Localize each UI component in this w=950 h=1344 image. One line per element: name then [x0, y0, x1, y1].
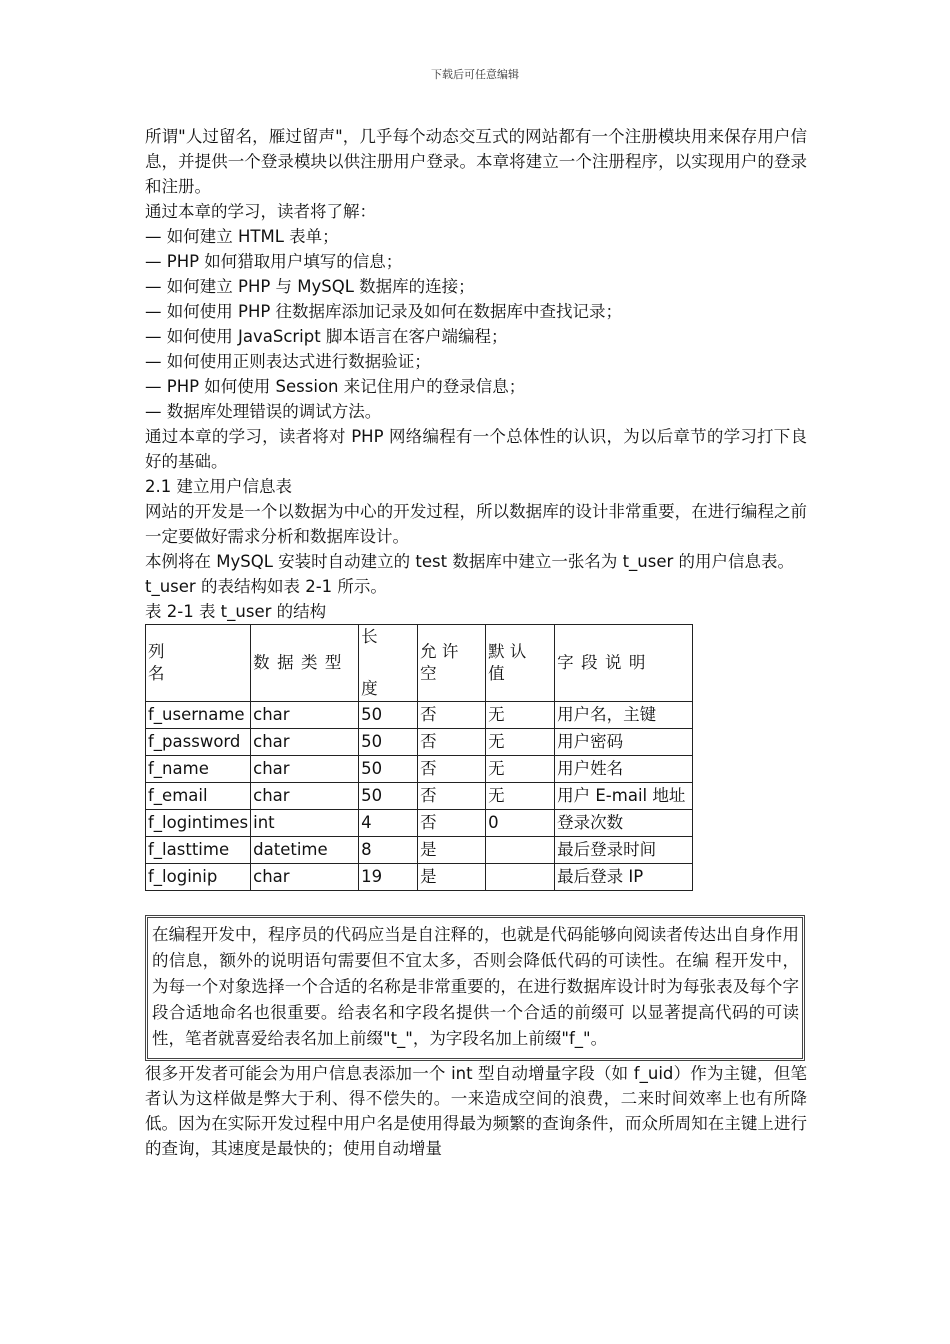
- cell: 0: [486, 810, 555, 837]
- cell: 无: [486, 729, 555, 756]
- list-item: — 如何建立 HTML 表单；: [145, 227, 339, 246]
- cell: f_password: [146, 729, 251, 756]
- cell: 50: [359, 783, 418, 810]
- list-item: — 数据库处理错误的调试方法。: [145, 402, 382, 421]
- cell: char: [251, 864, 359, 891]
- cell: [486, 837, 555, 864]
- header-column-name: 列 名: [146, 625, 251, 702]
- cell: 否: [418, 729, 486, 756]
- section-paragraph: 本例将在 MySQL 安装时自动建立的 test 数据库中建立一张名为 t_user 的用户信息表。: [145, 552, 795, 571]
- cell: 否: [418, 702, 486, 729]
- cell: datetime: [251, 837, 359, 864]
- note-box: 在编程开发中，程序员的代码应当是自注释的，也就是代码能够向阅读者传达出自身作用的信息，额外的说明语句需要但不宜太多，否则会降低代码的可读性。在编 程开发中，为每一个对象选择一个合适的名称是非常重要的，在进行数据库设计时为每张表及每个字段合适地命名也很重要。给表名和字段名提供一个合适的前缀可 以显著提高代码的可读性，笔者就喜爱给表名加上前缀"t_"，为字段名加上前缀"f_"。: [145, 915, 805, 1061]
- cell: 50: [359, 756, 418, 783]
- table-row: [146, 837, 693, 864]
- cell: 用户名，主键: [555, 702, 693, 729]
- cell: char: [251, 756, 359, 783]
- cell: f_loginip: [146, 864, 251, 891]
- table-row: [146, 864, 693, 891]
- cell: 用户 E-mail 地址: [555, 783, 693, 810]
- table-header-row: [146, 625, 693, 702]
- cell: 用户姓名: [555, 756, 693, 783]
- header-nullable: 允 许 空: [418, 625, 486, 702]
- cell: f_logintimes: [146, 810, 251, 837]
- cell: 无: [486, 783, 555, 810]
- section-heading: 2.1 建立用户信息表: [145, 477, 292, 496]
- document-body: [145, 124, 807, 1161]
- section-paragraph: 网站的开发是一个以数据为中心的开发过程，所以数据库的设计非常重要，在进行编程之前一定要做好需求分析和数据库设计。: [145, 502, 807, 546]
- list-item: — 如何使用 JavaScript 脚本语言在客户端编程；: [145, 327, 508, 346]
- cell: f_lasttime: [146, 837, 251, 864]
- cell: f_username: [146, 702, 251, 729]
- intro-lead: 通过本章的学习，读者将了解：: [145, 202, 376, 221]
- cell: 最后登录时间: [555, 837, 693, 864]
- header-length: 长 度: [359, 625, 418, 702]
- cell: 用户密码: [555, 729, 693, 756]
- table-row: [146, 783, 693, 810]
- user-table-structure: [145, 624, 693, 891]
- table-caption: 表 2-1 表 t_user 的结构: [145, 602, 327, 621]
- cell: 50: [359, 702, 418, 729]
- cell: char: [251, 702, 359, 729]
- table-row: [146, 810, 693, 837]
- cell: 否: [418, 810, 486, 837]
- cell: 50: [359, 729, 418, 756]
- list-item: — PHP 如何猎取用户填写的信息；: [145, 252, 403, 271]
- cell: 无: [486, 756, 555, 783]
- list-item: — PHP 如何使用 Session 来记住用户的登录信息；: [145, 377, 526, 396]
- cell: 否: [418, 756, 486, 783]
- table-row: [146, 756, 693, 783]
- section-paragraph: t_user 的表结构如表 2-1 所示。: [145, 577, 387, 596]
- header-data-type: 数据类型: [251, 625, 359, 702]
- intro-conclusion: 通过本章的学习，读者将对 PHP 网络编程有一个总体性的认识，为以后章节的学习打下良好的基础。: [145, 427, 807, 471]
- cell: f_name: [146, 756, 251, 783]
- cell: 登录次数: [555, 810, 693, 837]
- cell: 否: [418, 783, 486, 810]
- table-row: [146, 702, 693, 729]
- cell: 4: [359, 810, 418, 837]
- cell: 是: [418, 864, 486, 891]
- body-paragraph: 很多开发者可能会为用户信息表添加一个 int 型自动增量字段（如 f_uid）作为主键，但笔者认为这样做是弊大于利、得不偿失的。一来造成空间的浪费，二来时间效率上也有所降低。因为在实际开发过程中用户名是使用得最为频繁的查询条件，而众所周知在主键上进行的查询，其速度是最快的；使用自动增量: [145, 1064, 807, 1158]
- cell: f_email: [146, 783, 251, 810]
- cell: int: [251, 810, 359, 837]
- cell: 无: [486, 702, 555, 729]
- page-header: 下载后可任意编辑: [431, 68, 519, 81]
- list-item: — 如何使用正则表达式进行数据验证；: [145, 352, 431, 371]
- header-default: 默 认 值: [486, 625, 555, 702]
- header-description: 字段说明: [555, 625, 693, 702]
- cell: [486, 864, 555, 891]
- table-row: [146, 729, 693, 756]
- cell: 是: [418, 837, 486, 864]
- list-item: — 如何使用 PHP 往数据库添加记录及如何在数据库中查找记录；: [145, 302, 623, 321]
- cell: char: [251, 783, 359, 810]
- cell: 最后登录 IP: [555, 864, 693, 891]
- list-item: — 如何建立 PHP 与 MySQL 数据库的连接；: [145, 277, 475, 296]
- cell: 19: [359, 864, 418, 891]
- intro-paragraph: 所谓"人过留名，雁过留声"，几乎每个动态交互式的网站都有一个注册模块用来保存用户信息，并提供一个登录模块以供注册用户登录。本章将建立一个注册程序，以实现用户的登录和注册。: [145, 127, 807, 196]
- cell: char: [251, 729, 359, 756]
- cell: 8: [359, 837, 418, 864]
